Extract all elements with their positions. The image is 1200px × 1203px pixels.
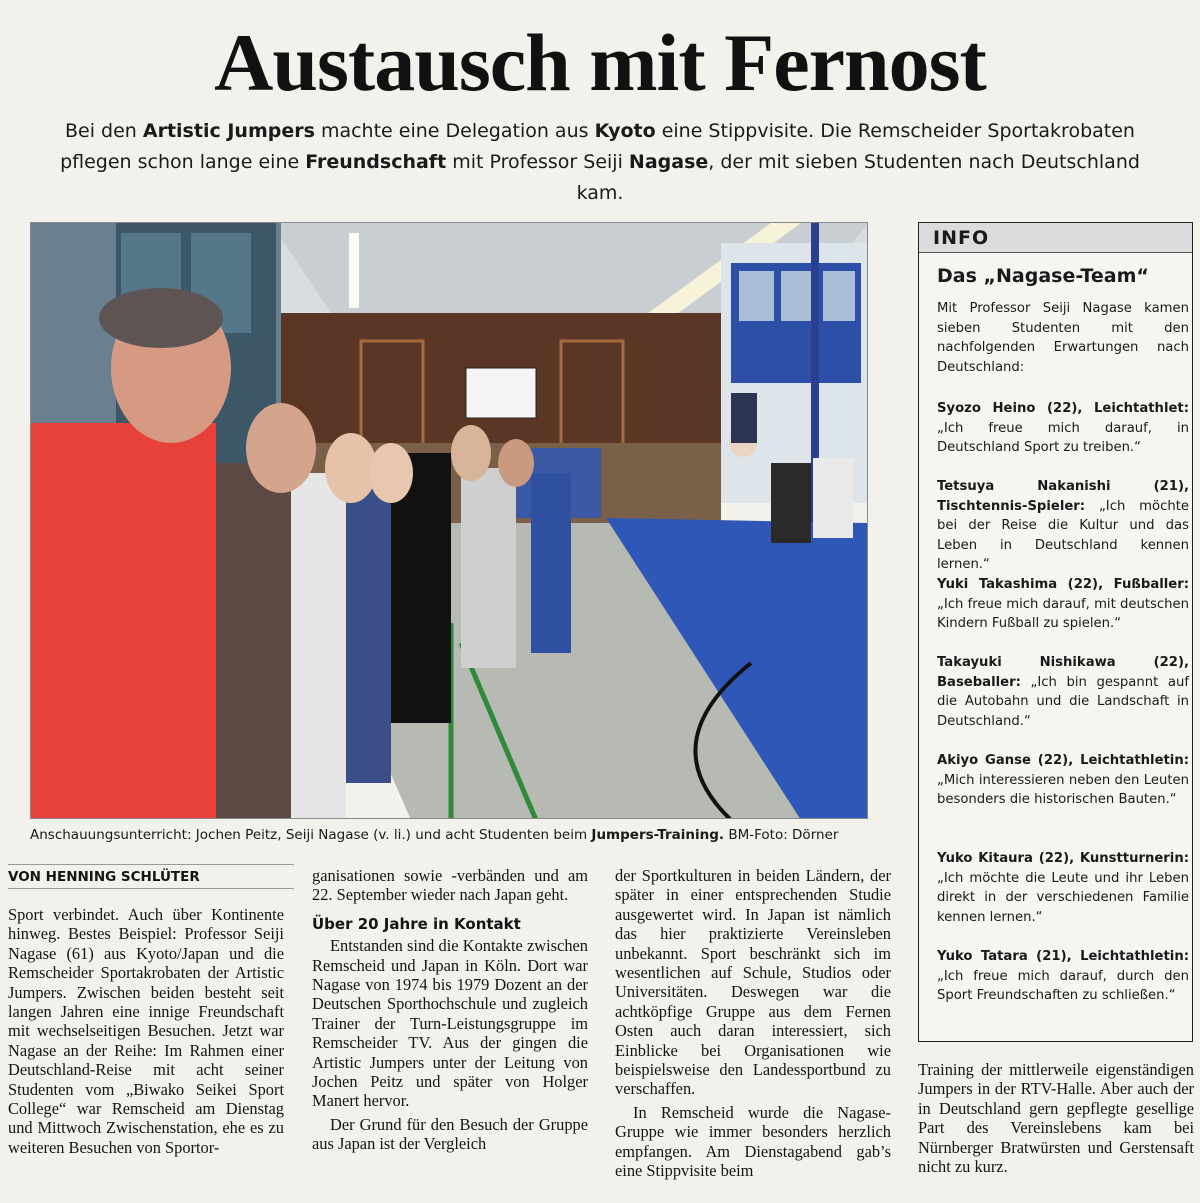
info-box [918,222,1193,1042]
article-paragraph: Der Grund für den Besuch der Gruppe aus Japan ist der Vergleich [312,1114,588,1154]
student-entry: Takayuki Nishikawa (22), Baseballer: „Ich bin gespannt auf die Autobahn und die Landschaft in Deutschland.“ [937,655,1189,729]
headline: Austausch mit Fernost [214,17,986,108]
article-paragraph: Sport verbindet. Auch über Kontinente hinweg. Bestes Beispiel: Professor Seiji Nagase (61) aus Kyoto/Japan und die Remscheider Sportakrobaten der Artistic Jumpers. Zwischen beiden besteht seit langen Jahren eine innige Freundschaft mit wechselseitigen Besuchen. Jetzt war Nagase an der Reihe: Im Rahmen einer Deutschland-Reise mit acht seiner Studenten vom „Biwako Seikei Sport College“ war Remscheid am Dienstag und Mittwoch Zwischenstation, ehe es zu weiteren Besuchen von Sportor- [8,905,284,1157]
student-entry: Yuko Tatara (21), Leichtathletin: „Ich freue mich darauf, durch den Sport Freundschaften zu schließen.“ [937,949,1189,1003]
student-entry: Yuko Kitaura (22), Kunstturnerin: „Ich möchte die Leute und ihr Leben direkt in der verschiedenen Familie kennen lernen.“ [937,851,1189,925]
article-paragraph: Training der mittlerweile eigenständigen Jumpers in der RTV-Halle. Aber auch der in Deutschland gern gepflegte gesellige Part des Vereinslebens kam bei Nürnberger Bratwürsten und Gerstensaft nicht zu kurz. [918,1060,1194,1177]
article-column-3 [615,866,891,1181]
article-paragraph: Entstanden sind die Kontakte zwischen Remscheid und Japan in Köln. Dort war Nagase von 1974 bis 1979 Dozent an der Deutschen Sporthochschule und zugleich Trainer der Turn-Leistungsgruppe im Remscheider TV. Aus der gingen die Artistic Jumpers unter der Leitung von Jochen Peitz und später von Holger Manert hervor. [312,936,588,1111]
article-column-1 [8,905,284,1157]
student-entry: Tetsuya Nakanishi (21), Tischtennis-Spieler: „Ich möchte bei der Reise die Kultur und das Leben in Deutschland kennen lernen.“ [937,479,1189,572]
article-column-4 [918,1060,1194,1176]
gym-scene-illustration [31,223,868,819]
article-column-2 [312,866,588,1154]
news-photo [30,222,868,819]
article-paragraph: ganisationen sowie -verbänden und am 22. September wieder nach Japan geht. [312,866,588,905]
subheadline-line-1: Bei den Artistic Jumpers machte eine Delegation aus Kyoto eine Stippvisite. Die Remscheider Sportakrobaten [65,120,1135,142]
photo-caption: Anschauungsunterricht: Jochen Peitz, Seiji Nagase (v. li.) und acht Studenten beim Jumpers-Training. BM-Foto: Dörner [30,827,839,843]
subheadline [40,116,1160,209]
student-entry: Syozo Heino (22), Leichtathlet: „Ich freue mich darauf, in Deutschland Sport zu treiben.“ [937,401,1189,455]
student-entry: Akiyo Ganse (22), Leichtathletin: „Mich interessieren neben den Leuten besonders die historischen Bauten.“ [937,753,1189,807]
subheading: Über 20 Jahre in Kontakt [312,914,521,933]
student-entry: Yuki Takashima (22), Fußballer: „Ich freue mich darauf, mit deutschen Kindern Fußball zu spielen.“ [937,577,1189,631]
article-paragraph: In Remscheid wurde die Nagase-Gruppe wie immer besonders herzlich empfangen. Am Dienstagabend gab’s eine Stippvisite beim [615,1102,891,1181]
subheadline-line-2: pflegen schon lange eine Freundschaft mit Professor Seiji Nagase, der mit sieben Studenten nach Deutschland kam. [60,151,1140,204]
info-title: Das „Nagase-Team“ [937,265,1149,287]
byline: VON HENNING SCHLÜTER [8,864,294,889]
info-intro: Mit Professor Seiji Nagase kamen sieben Studenten mit den nachfolgenden Erwartungen nach Deutschland: [937,301,1189,375]
article-paragraph: der Sportkulturen in beiden Ländern, der später in einer entsprechenden Studie ausgewertet wird. In Japan ist nämlich das hier praktizierte Vereinsleben unbekannt. Sport beschränkt sich im wesentlichen auf Schule, Studios oder Universitäten. Deswegen war die achtköpfige Gruppe aus dem Fernen Osten auch daran interessiert, sich Einblicke bei Organisationen wie beispielsweise den Landessportbund zu verschaffen. [615,866,891,1099]
info-label: INFO [919,223,1192,253]
